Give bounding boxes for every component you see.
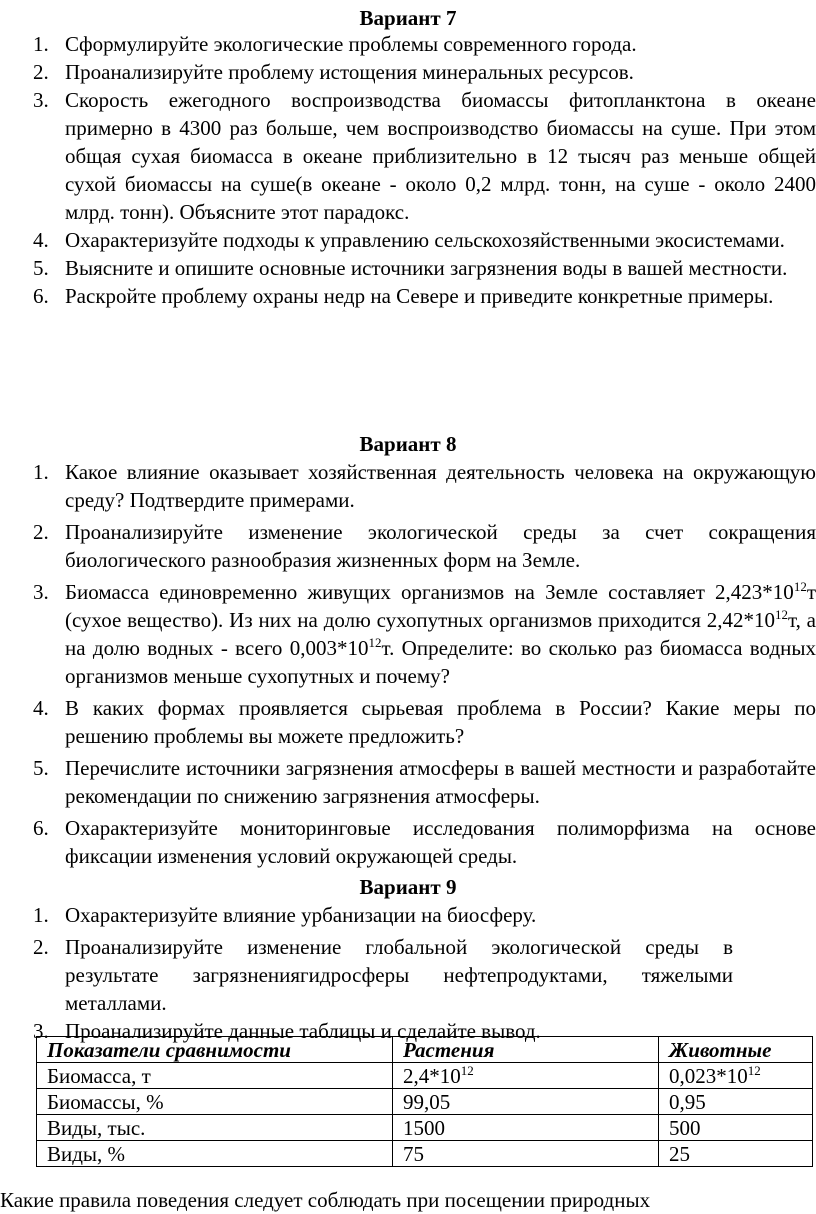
table-row: [37, 1089, 813, 1115]
item-text: Охарактеризуйте подходы к управлению сельскохозяйственными экосистемами.: [65, 228, 785, 252]
item-text: Проанализируйте данные таблицы и сделайте вывод.: [65, 1019, 541, 1043]
table-cell: 75: [393, 1141, 659, 1167]
table-cell: 1500: [393, 1115, 659, 1141]
variant-9-list: [33, 901, 733, 1045]
list-item: 4. В каких формах проявляется сырьевая проблема в России? Какие меры по решению проблемы вы можете предложить?: [33, 696, 816, 748]
table-cell: Биомассы, %: [37, 1089, 393, 1115]
table-row: [37, 1141, 813, 1167]
variant-8-list: [33, 458, 816, 870]
item-text: Проанализируйте изменение глобальной экологической среды в результате загрязнениягидросферы нефтепродуктами, тяжелыми металлами.: [65, 935, 733, 1015]
list-item: 5. Выясните и опишите основные источники загрязнения воды в вашей местности.: [33, 256, 788, 280]
list-item: 3. Проанализируйте данные таблицы и сделайте вывод.: [33, 1019, 541, 1043]
item-text: Выясните и опишите основные источники загрязнения воды в вашей местности.: [65, 256, 788, 280]
table-cell: 99,05: [393, 1089, 659, 1115]
variant-8-title: Вариант 8: [359, 432, 457, 456]
table-header-cell: Показатели сравнимости: [37, 1037, 393, 1063]
list-item: 6. Охарактеризуйте мониторинговые исследования полиморфизма на основе фиксации изменения условий окружающей среды.: [33, 816, 816, 868]
item-text: Скорость ежегодного воспроизводства биомассы фитопланктона в океане примерно в 4300 раз больше, чем воспроизводство биомассы на суше. При этом общая сухая биомасса в океане приблизительно в 12 тысяч раз меньше общей сухой биомассы на суше(в океане - около 0,2 млрд. тонн, на суше - около 2400 млрд. тонн). Объясните этот парадокс.: [65, 88, 816, 224]
item-text: Проанализируйте проблему истощения минеральных ресурсов.: [65, 60, 634, 84]
table-header-cell: Животные: [659, 1037, 813, 1063]
list-item: 5. Перечислите источники загрязнения атмосферы в вашей местности и разработайте рекомендации по снижению загрязнения атмосферы.: [33, 756, 816, 808]
item-text: Охарактеризуйте мониторинговые исследования полиморфизма на основе фиксации изменения условий окружающей среды.: [65, 816, 816, 868]
list-item: 2. Проанализируйте изменение экологической среды за счет сокращения биологического разнообразия жизненных форм на Земле.: [33, 520, 816, 572]
list-item: 2. Проанализируйте изменение глобальной экологической среды в результате загрязнениягидросферы нефтепродуктами, тяжелыми металлами.: [33, 935, 733, 1015]
footer-question-text: Какие правила поведения следует соблюдать при посещении природных: [0, 1188, 651, 1212]
variant-7-list: [33, 30, 816, 310]
item-text: Биомасса единовременно живущих организмов на Земле составляет $2,423*10^{12}т$ (сухое вещество). Из них на долю сухопутных организмов приходится $2,42*10^{12}т$, а на долю водных - всего $0,003*10^{12}т$. Определите: во сколько раз биомасса водных организмов меньше сухопутных и почему?: [65, 579, 816, 688]
table-row: [37, 1063, 813, 1089]
item-text: Раскройте проблему охраны недр на Севере и приведите конкретные примеры.: [65, 284, 774, 308]
list-item: 3. Биомасса единовременно живущих организмов на Земле составляет $2,423*10^{12}т$ (сухое вещество). Из них на долю сухопутных организмов приходится $2,42*10^{12}т$, а на долю водных - всего $0,003*10^{12}т$. Определите: во сколько раз биомасса водных организмов меньше сухопутных и почему?: [33, 579, 816, 688]
list-item: 1. Какое влияние оказывает хозяйственная деятельность человека на окружающую среду? Подтвердите примерами.: [33, 460, 816, 512]
table-header-row: [37, 1037, 813, 1063]
table-cell: Виды, %: [37, 1141, 393, 1167]
table-header-cell: Растения: [393, 1037, 659, 1063]
table-cell: Виды, тыс.: [37, 1115, 393, 1141]
item-text: Перечислите источники загрязнения атмосферы в вашей местности и разработайте рекомендации по снижению загрязнения атмосферы.: [65, 756, 816, 808]
item-text: Проанализируйте изменение экологической среды за счет сокращения биологического разнообразия жизненных форм на Земле.: [65, 520, 816, 572]
table-cell: $2,4*10^{12}$: [393, 1063, 659, 1089]
item-text: Сформулируйте экологические проблемы современного города.: [65, 32, 637, 56]
item-text: В каких формах проявляется сырьевая проблема в России? Какие меры по решению проблемы вы можете предложить?: [65, 696, 816, 748]
table-cell: $0,023*10^{12}$: [659, 1063, 813, 1089]
item-text: Охарактеризуйте влияние урбанизации на биосферу.: [65, 903, 537, 927]
variant-7-title: Вариант 7: [359, 6, 457, 30]
table-row: [37, 1115, 813, 1141]
table-cell: 0,95: [659, 1089, 813, 1115]
table-cell: Биомасса, т: [37, 1063, 393, 1089]
list-item: 1. Охарактеризуйте влияние урбанизации на биосферу.: [33, 903, 537, 927]
table-cell: 25: [659, 1141, 813, 1167]
table-cell: 500: [659, 1115, 813, 1141]
list-item: 1. Сформулируйте экологические проблемы современного города.: [33, 32, 637, 56]
item-text: Какое влияние оказывает хозяйственная деятельность человека на окружающую среду? Подтвердите примерами.: [65, 460, 816, 512]
list-item: 4. Охарактеризуйте подходы к управлению сельскохозяйственными экосистемами.: [33, 228, 785, 252]
list-item: 6. Раскройте проблему охраны недр на Севере и приведите конкретные примеры.: [33, 284, 774, 308]
list-item: 3. Скорость ежегодного воспроизводства биомассы фитопланктона в океане примерно в 4300 раз больше, чем воспроизводство биомассы на суше. При этом общая сухая биомасса в океане приблизительно в 12 тысяч раз меньше общей сухой биомассы на суше(в океане - около 0,2 млрд. тонн, на суше - около 2400 млрд. тонн). Объясните этот парадокс.: [33, 88, 816, 224]
variant-9-title: Вариант 9: [359, 875, 457, 899]
comparison-table: [36, 1036, 813, 1167]
list-item: 2. Проанализируйте проблему истощения минеральных ресурсов.: [33, 60, 634, 84]
